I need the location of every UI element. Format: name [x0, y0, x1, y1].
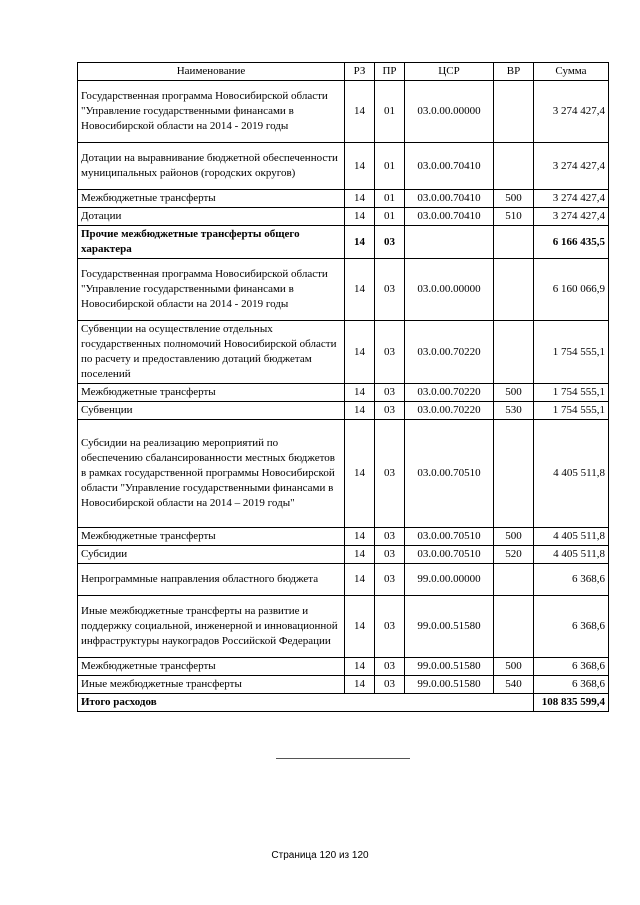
cell-vr	[494, 226, 534, 259]
cell-csr: 03.0.00.70410	[405, 143, 494, 190]
cell-sum: 1 754 555,1	[534, 384, 609, 402]
cell-csr: 03.0.00.70220	[405, 384, 494, 402]
cell-sum: 1 754 555,1	[534, 402, 609, 420]
cell-name: Иные межбюджетные трансферты на развитие и поддержку социальной, инженерной и инновационной инфраструктуры наукоградов Российской Федерации	[78, 596, 345, 658]
cell-rz: 14	[345, 596, 375, 658]
cell-rz: 14	[345, 402, 375, 420]
cell-vr	[494, 596, 534, 658]
cell-sum: 4 405 511,8	[534, 546, 609, 564]
cell-pr: 01	[375, 143, 405, 190]
table-row	[78, 321, 609, 384]
cell-rz: 14	[345, 190, 375, 208]
table-row	[78, 658, 609, 676]
header-pr: ПР	[375, 63, 405, 81]
cell-pr: 03	[375, 676, 405, 694]
cell-name: Межбюджетные трансферты	[78, 658, 345, 676]
cell-csr: 99.0.00.00000	[405, 564, 494, 596]
cell-pr: 03	[375, 546, 405, 564]
cell-name: Дотации	[78, 208, 345, 226]
cell-sum: 4 405 511,8	[534, 420, 609, 528]
cell-pr: 03	[375, 420, 405, 528]
table-row	[78, 676, 609, 694]
table-row	[78, 420, 609, 528]
cell-name: Иные межбюджетные трансферты	[78, 676, 345, 694]
page-number: Страница 120 из 120	[271, 850, 369, 861]
cell-name: Субсидии	[78, 546, 345, 564]
cell-csr: 03.0.00.70510	[405, 546, 494, 564]
cell-vr: 520	[494, 546, 534, 564]
cell-name: Дотации на выравнивание бюджетной обеспеченности муниципальных районов (городских округов)	[78, 143, 345, 190]
total-sum: 108 835 599,4	[534, 694, 609, 712]
cell-vr: 540	[494, 676, 534, 694]
header-sum: Сумма	[534, 63, 609, 81]
cell-rz: 14	[345, 676, 375, 694]
cell-pr: 03	[375, 321, 405, 384]
header-csr: ЦСР	[405, 63, 494, 81]
cell-name: Государственная программа Новосибирской области "Управление государственными финансами в Новосибирской области на 2014 - 2019 годы	[78, 259, 345, 321]
cell-rz: 14	[345, 420, 375, 528]
header-name: Наименование	[78, 63, 345, 81]
cell-vr	[494, 259, 534, 321]
table-row	[78, 596, 609, 658]
cell-vr: 500	[494, 384, 534, 402]
cell-csr: 03.0.00.70410	[405, 190, 494, 208]
cell-pr: 03	[375, 564, 405, 596]
cell-sum: 3 274 427,4	[534, 143, 609, 190]
table-row	[78, 81, 609, 143]
cell-name: Субвенции на осуществление отдельных государственных полномочий Новосибирской области по расчету и предоставлению дотаций бюджетам поселений	[78, 321, 345, 384]
cell-vr	[494, 321, 534, 384]
cell-name: Государственная программа Новосибирской области "Управление государственными финансами в Новосибирской области на 2014 - 2019 годы	[78, 81, 345, 143]
cell-rz: 14	[345, 208, 375, 226]
cell-pr: 03	[375, 259, 405, 321]
cell-name: Непрограммные направления областного бюджета	[78, 564, 345, 596]
cell-pr: 03	[375, 658, 405, 676]
cell-vr	[494, 564, 534, 596]
cell-csr: 99.0.00.51580	[405, 596, 494, 658]
cell-vr: 500	[494, 528, 534, 546]
cell-rz: 14	[345, 81, 375, 143]
cell-csr: 03.0.00.00000	[405, 81, 494, 143]
cell-rz: 14	[345, 658, 375, 676]
cell-pr: 01	[375, 190, 405, 208]
cell-rz: 14	[345, 321, 375, 384]
cell-csr: 03.0.00.70410	[405, 208, 494, 226]
cell-sum: 6 368,6	[534, 676, 609, 694]
cell-vr	[494, 420, 534, 528]
table-row	[78, 564, 609, 596]
cell-rz: 14	[345, 564, 375, 596]
table-body	[78, 81, 609, 712]
cell-csr: 03.0.00.70510	[405, 420, 494, 528]
cell-vr	[494, 81, 534, 143]
cell-pr: 01	[375, 208, 405, 226]
cell-rz: 14	[345, 546, 375, 564]
table-row	[78, 546, 609, 564]
cell-csr: 03.0.00.70510	[405, 528, 494, 546]
cell-pr: 03	[375, 528, 405, 546]
table-row	[78, 190, 609, 208]
end-divider	[276, 758, 410, 759]
cell-pr: 03	[375, 384, 405, 402]
cell-vr: 510	[494, 208, 534, 226]
cell-csr: 99.0.00.51580	[405, 676, 494, 694]
cell-csr: 03.0.00.70220	[405, 321, 494, 384]
table-row	[78, 384, 609, 402]
cell-rz: 14	[345, 143, 375, 190]
cell-sum: 6 368,6	[534, 564, 609, 596]
cell-sum: 6 368,6	[534, 596, 609, 658]
table-row	[78, 528, 609, 546]
cell-name: Субвенции	[78, 402, 345, 420]
cell-csr: 03.0.00.70220	[405, 402, 494, 420]
cell-name: Межбюджетные трансферты	[78, 384, 345, 402]
header-vr: ВР	[494, 63, 534, 81]
cell-vr: 530	[494, 402, 534, 420]
table-row	[78, 143, 609, 190]
cell-name: Межбюджетные трансферты	[78, 528, 345, 546]
cell-csr	[405, 226, 494, 259]
cell-name: Прочие межбюджетные трансферты общего характера	[78, 226, 345, 259]
total-row	[78, 694, 609, 712]
cell-csr: 99.0.00.51580	[405, 658, 494, 676]
cell-rz: 14	[345, 384, 375, 402]
cell-sum: 6 368,6	[534, 658, 609, 676]
cell-vr: 500	[494, 658, 534, 676]
cell-pr: 03	[375, 402, 405, 420]
table-header-row	[78, 63, 609, 81]
total-label: Итого расходов	[78, 694, 534, 712]
cell-pr: 03	[375, 596, 405, 658]
cell-sum: 3 274 427,4	[534, 190, 609, 208]
cell-sum: 4 405 511,8	[534, 528, 609, 546]
cell-name: Субсидии на реализацию мероприятий по обеспечению сбалансированности местных бюджетов в рамках государственной программы Новосибирской области "Управление государственными финансами в Новосибирской области на 2014 – 2019 годы"	[78, 420, 345, 528]
cell-sum: 3 274 427,4	[534, 208, 609, 226]
cell-vr: 500	[494, 190, 534, 208]
cell-name: Межбюджетные трансферты	[78, 190, 345, 208]
table-row	[78, 208, 609, 226]
cell-rz: 14	[345, 226, 375, 259]
table-row	[78, 402, 609, 420]
budget-table	[77, 62, 609, 712]
cell-sum: 6 166 435,5	[534, 226, 609, 259]
cell-rz: 14	[345, 259, 375, 321]
cell-pr: 01	[375, 81, 405, 143]
cell-sum: 6 160 066,9	[534, 259, 609, 321]
cell-pr: 03	[375, 226, 405, 259]
cell-rz: 14	[345, 528, 375, 546]
cell-sum: 3 274 427,4	[534, 81, 609, 143]
cell-vr	[494, 143, 534, 190]
cell-csr: 03.0.00.00000	[405, 259, 494, 321]
header-rz: РЗ	[345, 63, 375, 81]
table-row	[78, 226, 609, 259]
cell-sum: 1 754 555,1	[534, 321, 609, 384]
table-row	[78, 259, 609, 321]
